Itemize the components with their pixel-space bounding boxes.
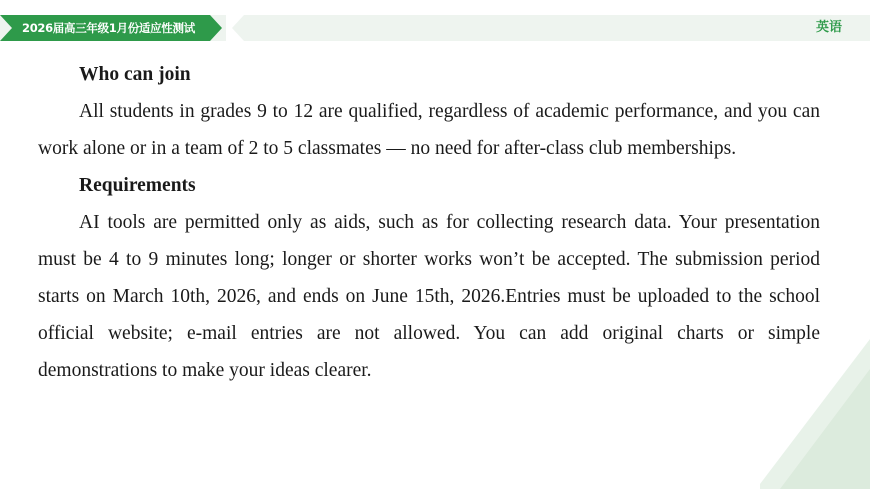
subject-label: 英语 xyxy=(815,20,842,35)
passage xyxy=(38,56,820,389)
section-heading-requirements: Requirements xyxy=(79,175,196,196)
section-paragraph-who-can-join: All students in grades 9 to 12 are qualified, regardless of academic performance, and you can work alone or in a team of 2 to 5 classmates — no need for after-class club memberships. xyxy=(38,101,820,159)
section-heading-who-can-join: Who can join xyxy=(79,64,191,85)
section-paragraph-requirements: AI tools are permitted only as aids, such as for collecting research data. Your presentation must be 4 to 9 minutes long; longer or shorter works won’t be accepted. The submission period starts on March 10th, 2026, and ends on June 15th, 2026.Entries must be uploaded to the school official website; e-mail entries are not allowed. You can add original charts or simple demonstrations to make your ideas clearer. xyxy=(38,212,820,381)
exam-title: 2026届高三年级1月份适应性测试 xyxy=(22,21,195,35)
